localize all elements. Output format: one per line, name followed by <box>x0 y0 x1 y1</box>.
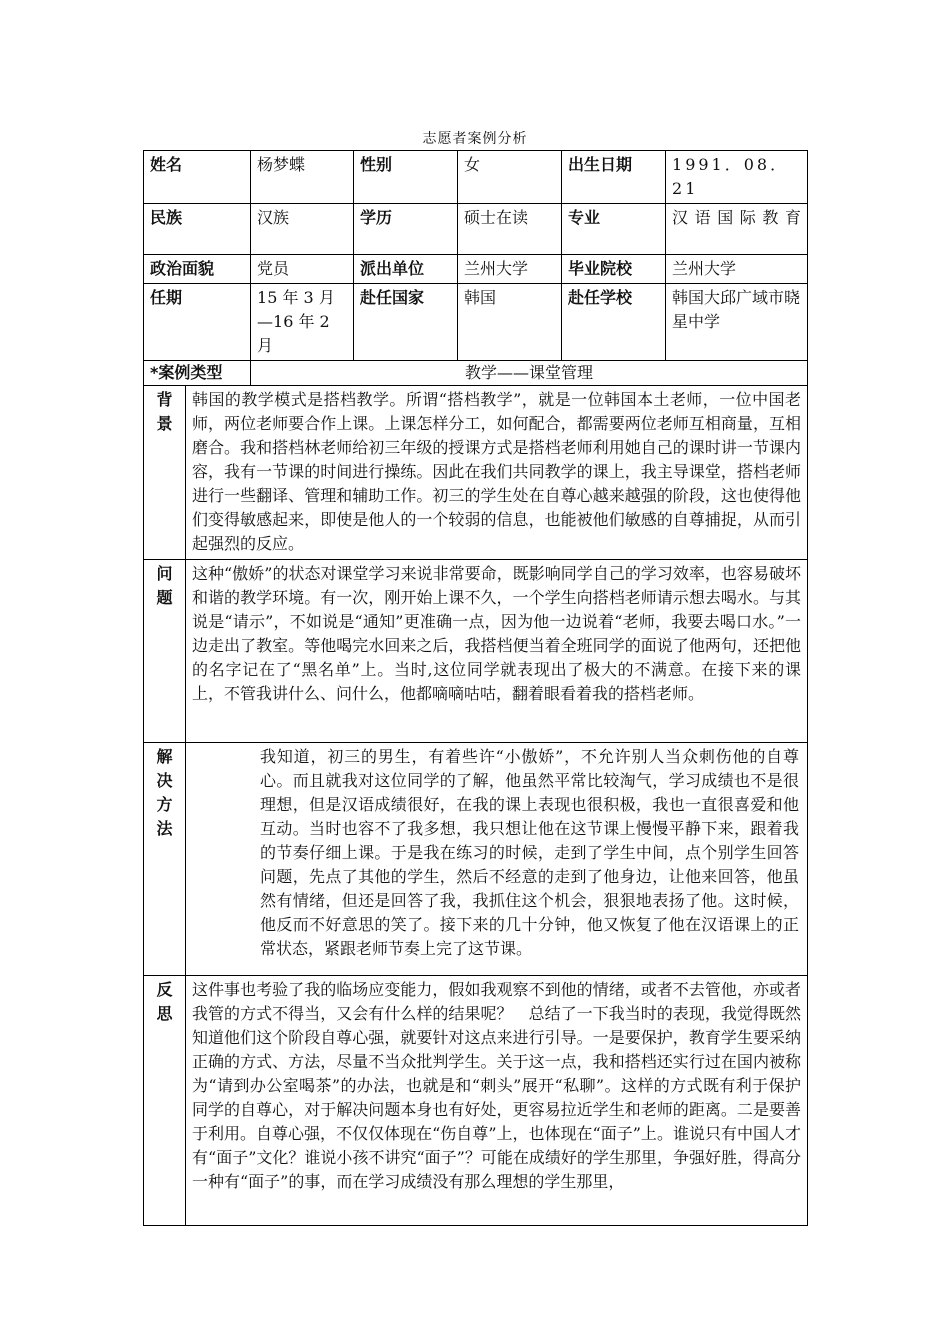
major-value: 汉语国际教育 <box>666 204 808 255</box>
dispatch-label: 派出单位 <box>354 255 458 284</box>
name-value: 杨梦蝶 <box>251 151 354 204</box>
ethnicity-label: 民族 <box>144 204 251 255</box>
gender-value: 女 <box>458 151 562 204</box>
row-solution <box>144 743 808 976</box>
case-type-value: 教学——课堂管理 <box>251 361 808 386</box>
term-label: 任期 <box>144 284 251 361</box>
row-ethnicity <box>144 204 808 255</box>
row-name <box>144 151 808 204</box>
school-label: 赴任学校 <box>562 284 666 361</box>
dob-label: 出生日期 <box>562 151 666 204</box>
background-heading: 背 景 <box>144 386 186 560</box>
education-label: 学历 <box>354 204 458 255</box>
term-value: 15 年 3 月—16 年 2 月 <box>251 284 354 361</box>
case-table <box>143 150 808 1226</box>
name-label: 姓名 <box>144 151 251 204</box>
country-value: 韩国 <box>458 284 562 361</box>
row-political <box>144 255 808 284</box>
row-problem <box>144 560 808 743</box>
row-reflection <box>144 976 808 1226</box>
dispatch-value: 兰州大学 <box>458 255 562 284</box>
page-title: 志愿者案例分析 <box>422 131 528 147</box>
gender-label: 性别 <box>354 151 458 204</box>
row-case-type <box>144 361 808 386</box>
row-term <box>144 284 808 361</box>
major-label: 专业 <box>562 204 666 255</box>
case-type-label: *案例类型 <box>144 361 251 386</box>
reflection-heading: 反 思 <box>144 976 186 1226</box>
row-background <box>144 386 808 560</box>
alma-value: 兰州大学 <box>666 255 808 284</box>
education-value: 硕士在读 <box>458 204 562 255</box>
solution-heading: 解 决 方 法 <box>144 743 186 976</box>
problem-text: 这种“傲娇”的状态对课堂学习来说非常要命，既影响同学自己的学习效率，也容易破坏和谐的教学环境。有一次，刚开始上课不久，一个学生向搭档老师请示想去喝水。与其说是“请示”，不如说是“通知”更准确一点，因为他一边说着“老师，我要去喝口水。”一边走出了教室。等他喝完水回来之后，我搭档便当着全班同学的面说了他两句，还把他的名字记在了“黑名单”上。当时,这位同学就表现出了极大的不满意。在接下来的课上，不管我讲什么、问什么，他都嘀嘀咕咕，翻着眼看着我的搭档老师。 <box>186 560 808 743</box>
background-text: 韩国的教学模式是搭档教学。所谓“搭档教学”，就是一位韩国本土老师，一位中国老师，两位老师要合作上课。上课怎样分工，如何配合，都需要两位老师互相商量，互相磨合。我和搭档林老师给初三年级的授课方式是搭档老师利用她自己的课时讲一节课内容，我有一节课的时间进行操练。因此在我们共同教学的课上，我主导课堂，搭档老师进行一些翻译、管理和辅助工作。初三的学生处在自尊心越来越强的阶段，这也使得他们变得敏感起来，即使是他人的一个较弱的信息，也能被他们敏感的自尊捕捉，从而引起强烈的反应。 <box>186 386 808 560</box>
ethnicity-value: 汉族 <box>251 204 354 255</box>
political-value: 党员 <box>251 255 354 284</box>
problem-heading: 问 题 <box>144 560 186 743</box>
reflection-text: 这件事也考验了我的临场应变能力，假如我观察不到他的情绪，或者不去管他，亦或者我管的方式不得当，又会有什么样的结果呢？ 总结了一下我当时的表现，我觉得既然知道他们这个阶段自尊心强，就要针对这点来进行引导。一是要保护，教育学生要采纳正确的方式、方法，尽量不当众批判学生。关于这一点，我和搭档还实行过在国内被称为“请到办公室喝茶”的办法，也就是和“刺头”展开“私聊”。这样的方式既有利于保护同学的自尊心，对于解决问题本身也有好处，更容易拉近学生和老师的距离。二是要善于利用。自尊心强，不仅仅体现在“伤自尊”上，也体现在“面子”上。谁说只有中国人才有“面子”文化？谁说小孩不讲究“面子”？可能在成绩好的学生那里，争强好胜，得高分一种有“面子”的事，而在学习成绩没有那么理想的学生那里， <box>186 976 808 1226</box>
alma-label: 毕业院校 <box>562 255 666 284</box>
country-label: 赴任国家 <box>354 284 458 361</box>
solution-text: 我知道，初三的男生，有着些许“小傲娇”，不允许别人当众刺伤他的自尊心。而且就我对这位同学的了解，他虽然平常比较淘气，学习成绩也不是很理想，但是汉语成绩很好，在我的课上表现也很积极，我也一直很喜爱和他互动。当时也容不了我多想，我只想让他在这节课上慢慢平静下来，跟着我的节奏仔细上课。于是我在练习的时候，走到了学生中间，点个别学生回答问题，先点了其他的学生，然后不经意的走到了他身边，让他来回答，他虽然有情绪，但还是回答了我，我抓住这个机会，狠狠地表扬了他。这时候，他反而不好意思的笑了。接下来的几十分钟，他又恢复了他在汉语课上的正常状态，紧跟老师节奏上完了这节课。 <box>186 743 808 976</box>
dob-value: 1991．08．21 <box>666 151 808 204</box>
political-label: 政治面貌 <box>144 255 251 284</box>
school-value: 韩国大邱广域市晓星中学 <box>666 284 808 361</box>
